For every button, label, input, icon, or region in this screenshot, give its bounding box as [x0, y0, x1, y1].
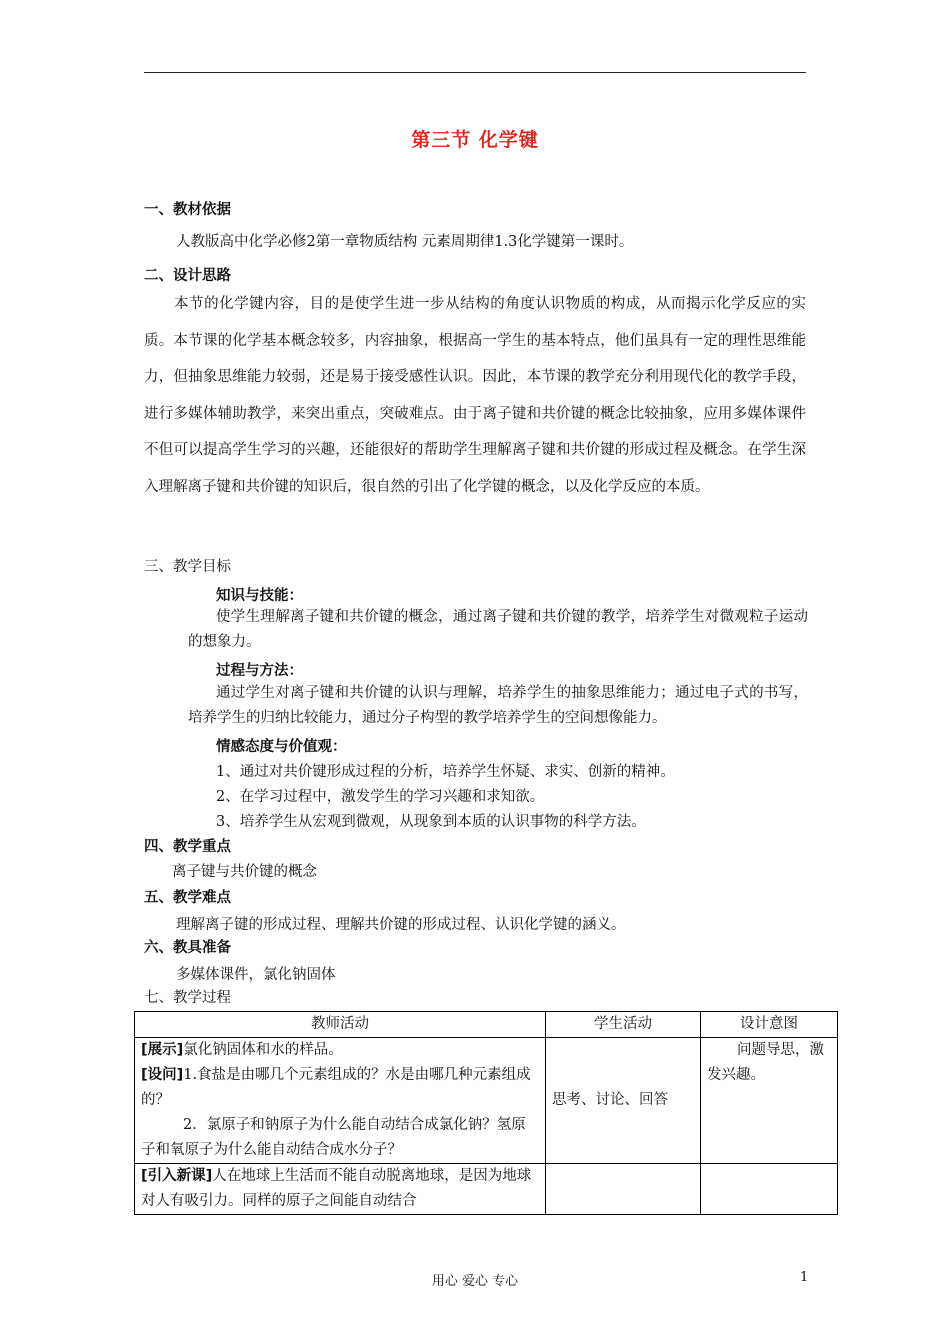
row1-student-cell: 思考、讨论、回答	[546, 1038, 701, 1164]
row1-line-ask	[141, 1063, 539, 1113]
row1-show-text: 氯化钠固体和水的样品。	[183, 1042, 343, 1058]
page-title: 第三节 化学键	[411, 129, 539, 151]
section-4-body: 离子键与共价键的概念	[172, 864, 317, 880]
row2-intent-cell	[701, 1164, 838, 1215]
emotion-title: 情感态度与价值观：	[216, 739, 347, 755]
emotion-item-2: 2、在学习过程中，激发学生的学习兴趣和求知欲。	[216, 789, 545, 805]
row1-line-show	[141, 1038, 539, 1063]
row2-intro-text: 人在地球上生活而不能自动脱离地球，是因为地球对人有吸引力。同样的原子之间能自动结合	[141, 1168, 532, 1209]
header-student: 学生活动	[546, 1012, 701, 1038]
section-2-heading: 二、设计思路	[144, 268, 231, 284]
knowledge-title: 知识与技能：	[216, 588, 303, 604]
page-number: 1	[800, 1270, 809, 1285]
footer-motto: 用心 爱心 专心	[431, 1274, 519, 1289]
row1-teacher-cell	[135, 1038, 546, 1164]
teaching-process-table	[134, 1011, 838, 1215]
tag-ask: [设问]	[141, 1067, 184, 1083]
tag-intro: [引入新课]	[141, 1168, 213, 1184]
knowledge-body: 使学生理解离子键和共价键的概念，通过离子键和共价键的教学，培养学生对微观粒子运动的想象力。	[188, 609, 808, 650]
section-1-heading: 一、教材依据	[144, 202, 231, 218]
row2-teacher-cell	[135, 1164, 546, 1215]
row1-intent-cell: 问题导思，激发兴趣。	[701, 1038, 838, 1164]
header-teacher: 教师活动	[135, 1012, 546, 1038]
section-1-body: 人教版高中化学必修2第一章物质结构 元素周期律1.3化学键第一课时。	[176, 234, 634, 250]
row2-student-cell	[546, 1164, 701, 1215]
emotion-item-1: 1、通过对共价键形成过程的分析，培养学生怀疑、求实、创新的精神。	[216, 764, 675, 780]
section-5-heading: 五、教学难点	[144, 890, 231, 906]
row1-line-q2: 2．氯原子和钠原子为什么能自动结合成氯化钠？氢原子和氧原子为什么能自动结合成水分子？	[141, 1117, 526, 1158]
section-3-heading: 三、教学目标	[144, 559, 231, 575]
emotion-item-3: 3、培养学生从宏观到微观，从现象到本质的认识事物的科学方法。	[216, 814, 646, 830]
process-body: 通过学生对离子键和共价键的认识与理解，培养学生的抽象思维能力；通过电子式的书写，培养学生的归纳比较能力，通过分子构型的教学培养学生的空间想像能力。	[188, 685, 808, 726]
section-6-body: 多媒体课件，氯化钠固体	[176, 967, 336, 983]
header-rule	[144, 72, 806, 73]
table-row	[135, 1164, 838, 1215]
section-5-body: 理解离子键的形成过程、理解共价键的形成过程、认识化学键的涵义。	[176, 917, 626, 933]
table-row	[135, 1038, 838, 1164]
section-2-body: 本节的化学键内容，目的是使学生进一步从结构的角度认识物质的构成，从而揭示化学反应的实质。本节课的化学基本概念较多，内容抽象，根据高一学生的基本特点，他们虽具有一定的理性思维能力，但抽象思维能力较弱，还是易于接受感性认识。因此，本节课的教学充分利用现代化的教学手段，进行多媒体辅助教学，来突出重点，突破难点。由于离子键和共价键的概念比较抽象，应用多媒体课件不但可以提高学生学习的兴趣，还能很好的帮助学生理解离子键和共价键的形成过程及概念。在学生深入理解离子键和共价键的知识后，很自然的引出了化学键的概念，以及化学反应的本质。	[144, 296, 806, 495]
section-4-heading: 四、教学重点	[144, 839, 231, 855]
section-6-heading: 六、教具准备	[144, 940, 231, 956]
tag-show: [展示]	[141, 1042, 184, 1058]
section-7-heading: 七、教学过程	[144, 990, 231, 1006]
process-title: 过程与方法：	[216, 663, 303, 679]
row1-ask-text: 1.食盐是由哪几个元素组成的？水是由哪几种元素组成的？	[141, 1067, 531, 1108]
header-intent: 设计意图	[701, 1012, 838, 1038]
table-header-row	[135, 1012, 838, 1038]
